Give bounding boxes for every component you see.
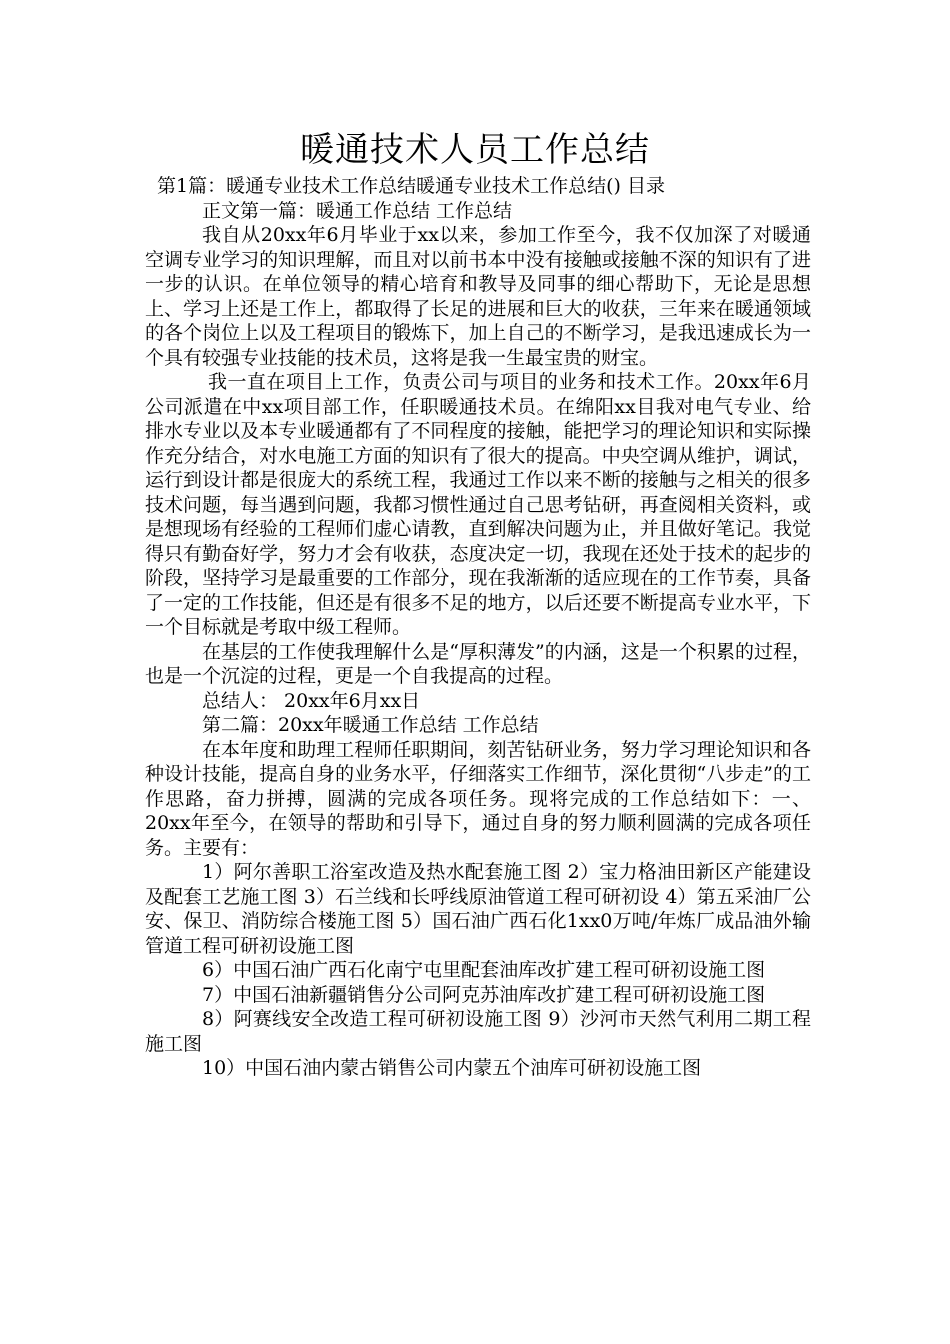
document-body (145, 174, 811, 1081)
project-list-item: 7）中国石油新疆销售分公司阿克苏油库改扩建工程可研初设施工图 (202, 983, 766, 1006)
summary-signature: 总结人： 20xx年6月xx日 (202, 689, 421, 712)
section-heading-1: 正文第一篇：暖通工作总结 工作总结 (202, 199, 513, 222)
project-list-item: 8）阿赛线安全改造工程可研初设施工图 9）沙河市天然气利用二期工程施工图 (145, 1008, 811, 1055)
paragraph-2: 我一直在项目上工作，负责公司与项目的业务和技术工作。20xx年6月公司派遣在中xx项目部工作，任职暖通技术员。在绵阳xx目我对电气专业、给排水专业以及本专业暖通都有了不同程度的接触，能把学习的理论知识和实际操作充分结合，对水电施工方面的知识有了很大的提高。中央空调从维护，调试，运行到设计都是很庞大的系统工程，我通过工作以来不断的接触与之相关的很多技术问题，每当遇到问题，我都习惯性通过自己思考钻研，再查阅相关资料，或是想现场有经验的工程师们虚心请教，直到解决问题为止，并且做好笔记。我觉得只有勤奋好学，努力才会有收获，态度决定一切，我现在还处于技术的起步的阶段，坚持学习是最重要的工作部分，现在我渐渐的适应现在的工作节奏，具备了一定的工作技能，但还是有很多不足的地方，以后还要不断提高专业水平，下一个目标就是考取中级工程师。 (145, 371, 811, 638)
project-list-item: 1）阿尔善职工浴室改造及热水配套施工图 2）宝力格油田新区产能建设及配套工艺施工图 3）石兰线和长呼线原油管道工程可研初设 4）第五采油厂公安、保卫、消防综合楼施工图 5）国石油广西石化1xx0万吨/年炼厂成品油外输管道工程可研初设施工图 (145, 861, 811, 957)
project-list-item: 6）中国石油广西石化南宁屯里配套油库改扩建工程可研初设施工图 (202, 959, 766, 981)
paragraph-3: 在基层的工作使我理解什么是“厚积薄发”的内涵，这是一个积累的过程，也是一个沉淀的过程，更是一个自我提高的过程。 (145, 640, 811, 687)
section-heading-2: 第二篇：20xx年暖通工作总结 工作总结 (202, 714, 539, 736)
project-list-item: 10）中国石油内蒙古销售公司内蒙五个油库可研初设施工图 (202, 1057, 702, 1079)
paragraph-1: 我自从20xx年6月毕业于xx以来，参加工作至今，我不仅加深了对暖通空调专业学习的知识理解，而且对以前书本中没有接触或接触不深的知识有了进一步的认识。在单位领导的精心培育和教导及同事的细心帮助下，无论是思想上、学习上还是工作上，都取得了长足的进展和巨大的收获，三年来在暖通领域的各个岗位上以及工程项目的锻炼下，加上自己的不断学习，是我迅速成长为一个具有较强专业技能的技术员，这将是我一生最宝贵的财宝。 (145, 224, 811, 369)
document-title: 暖通技术人员工作总结 (300, 130, 650, 170)
chapter-heading-1: 第1篇：暖通专业技术工作总结暖通专业技术工作总结() 目录 (157, 175, 665, 197)
paragraph-4: 在本年度和助理工程师任职期间，刻苦钻研业务，努力学习理论知识和各种设计技能，提高自身的业务水平，仔细落实工作细节，深化贯彻“八步走”的工作思路，奋力拼搏，圆满的完成各项任务。现将完成的工作总结如下：一、20xx年至今，在领导的帮助和引导下，通过自身的努力顺利圆满的完成各项任务。主要有： (145, 738, 811, 859)
